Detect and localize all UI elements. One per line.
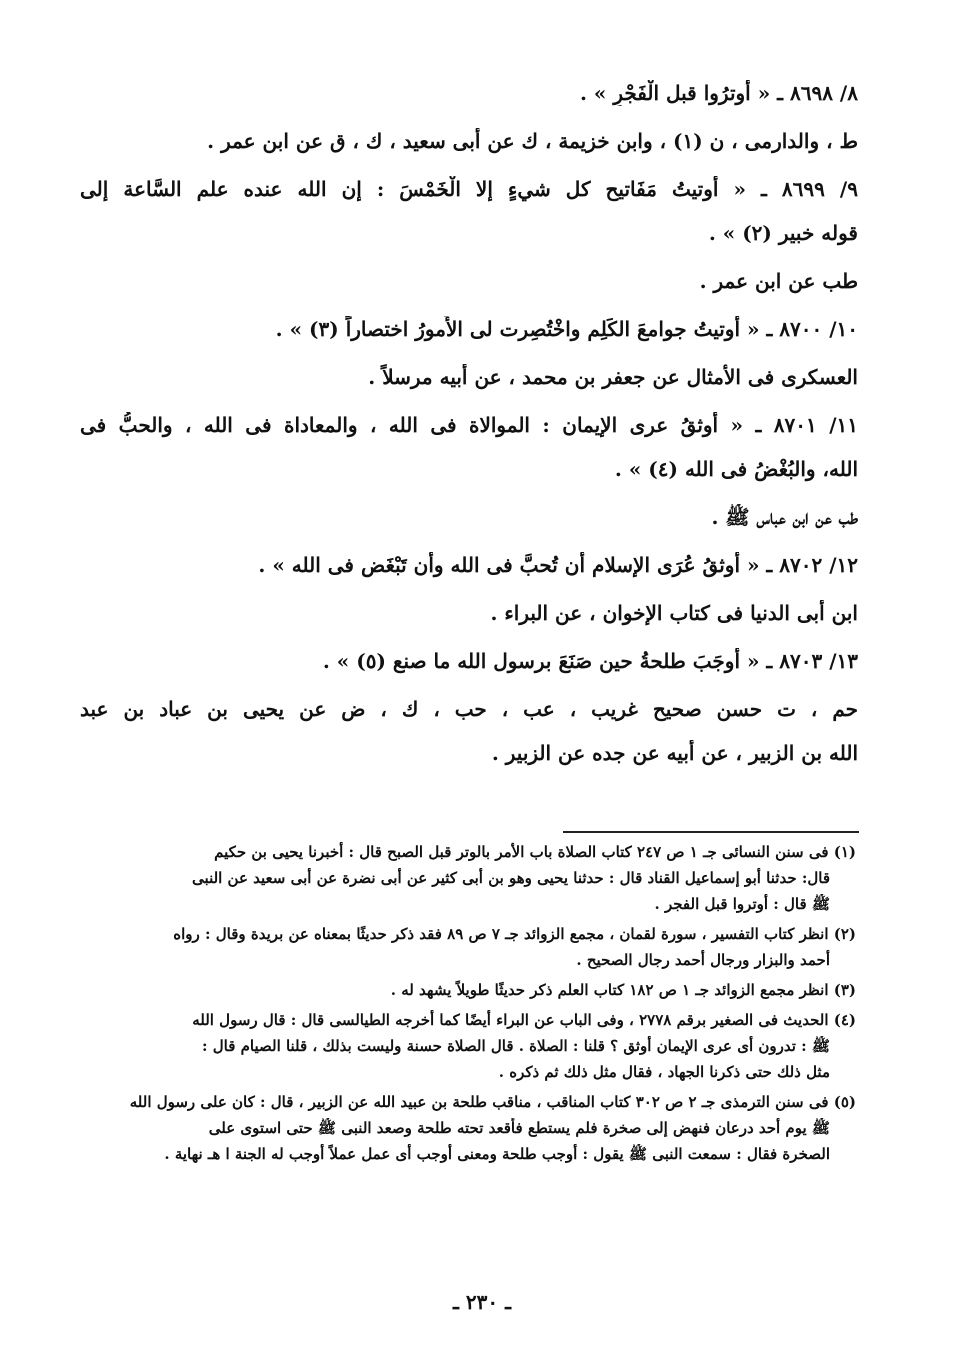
hadith-continuation: الله، والبُغْضُ فى الله (٤) » .: [614, 457, 858, 481]
footnote-divider: [563, 831, 859, 833]
footnote-line: ﷺ : تدرون أى عرى الإيمان أوثق ؟ قلنا : الصلاة . قال الصلاة حسنة وليست بذلك ، قلنا الصيام قال :: [201, 1037, 830, 1055]
footnote-line: الصخرة فقال : سمعت النبى ﷺ يقول : أوجب طلحة ومعنى أوجب أى عمل عملاً أوجب له الجنة ا هـ نهاية .: [164, 1145, 830, 1163]
footnote-2: (٢) انظر كتاب التفسير ، سورة لقمان ، مجمع الزوائد جـ ٧ ص ٨٩ فقد ذكر حديثًا بمعناه عن بريدة وقال : رواه: [173, 925, 856, 943]
source-line: ابن أبى الدنيا فى كتاب الإخوان ، عن البراء .: [490, 601, 858, 625]
footnote-3: (٣) انظر مجمع الزوائد جـ ١ ص ١٨٢ كتاب العلم ذكر حديثًا طويلاً يشهد له .: [390, 981, 856, 999]
hadith-8702: ١٢/ ٨٧٠٢ ـ « أوثقُ عُرَى الإسلام أن تُحبَّ فى الله وأن تَبْغَض فى الله » .: [258, 553, 858, 577]
hadith-8703: ١٣/ ٨٧٠٣ ـ « أَوجَبَ طلحةُ حين صَنَعَ برسول الله ما صنع (٥) » .: [322, 649, 858, 673]
footnotes: [80, 842, 856, 1170]
footnote-1: (١) فى سنن النسائى جـ ١ ص ٢٤٧ كتاب الصلاة باب الأمر بالوتر قبل الصبح قال : أخبرنا يحيى بن حكيم: [214, 843, 856, 861]
page-number: ـ ٢٣٠ ـ: [453, 1290, 511, 1314]
hadith-continuation: قوله خبير (٢) » .: [708, 221, 858, 245]
footnote-line: مثل ذلك حتى ذكرنا الجهاد ، فقال مثل ذلك ثم ذكره .: [498, 1063, 830, 1081]
hadith-8701: ١١/ ٨٧٠١ ـ « أوثقُ عرى الإيمان : الموالاة فى الله ، والمعاداة فى الله ، والحبُّ فى: [80, 413, 858, 437]
source-line: حم ، ت حسن صحيح غريب ، عب ، حب ، ك ، ض عن يحيى بن عباد بن عبد: [80, 697, 858, 721]
source-line: ط ، والدارمى ، ن (١) ، وابن خزيمة ، ك عن أبى سعيد ، ك ، ق عن ابن عمر .: [207, 129, 858, 153]
footnote-5: (٥) فى سنن الترمذى جـ ٢ ص ٣٠٢ كتاب المناقب ، مناقب طلحة بن عبيد الله عن الزبير ، قال : كان على رسول الله: [129, 1093, 856, 1111]
source-line: طب عن ابن عباس ﷺ .: [711, 505, 858, 529]
footnote-line: ﷺ قال : أوتروا قبل الفجر .: [654, 895, 830, 913]
source-line: طب عن ابن عمر .: [699, 269, 858, 293]
source-line-continuation: الله بن الزبير ، عن أبيه عن جده عن الزبير .: [491, 741, 858, 765]
hadith-8698: ٨/ ٨٦٩٨ ـ « أَوترُوا قبل الْفَجْرِ » .: [579, 81, 858, 105]
hadith-8699: ٩/ ٨٦٩٩ ـ « أُوتيتُ مَفَاتيح كل شيءٍ إلا الْخَمْسَ : إن الله عنده علم السَّاعة إلى: [80, 177, 858, 201]
main-text: [80, 80, 858, 788]
footnote-4: (٤) الحديث فى الصغير برقم ٢٧٧٨ ، وفى الباب عن البراء أيضًا كما أخرجه الطيالسى قال : قال رسول الله: [192, 1011, 856, 1029]
footnote-line: أحمد والبزار ورجال أحمد رجال الصحيح .: [576, 951, 830, 969]
source-line: العسكرى فى الأمثال عن جعفر بن محمد ، عن أبيه مرسلاً .: [368, 365, 858, 389]
footnote-line: قال: حدثنا أبو إسماعيل القناد قال : حدثنا يحيى وهو بن أبى كثير عن أبى نضرة عن أبى سعيد عن النبى: [192, 869, 830, 887]
footnote-line: ﷺ يوم أحد درعان فنهض إلى صخرة فلم يستطع فأقعد تحته طلحة وصعد النبى ﷺ حتى استوى على: [208, 1119, 830, 1137]
hadith-8700: ١٠/ ٨٧٠٠ ـ « أوتيتُ جوامعَ الكَلِمِ واخْتُصِرت لى الأُمورُ اختصاراً (٣) » .: [275, 317, 858, 341]
